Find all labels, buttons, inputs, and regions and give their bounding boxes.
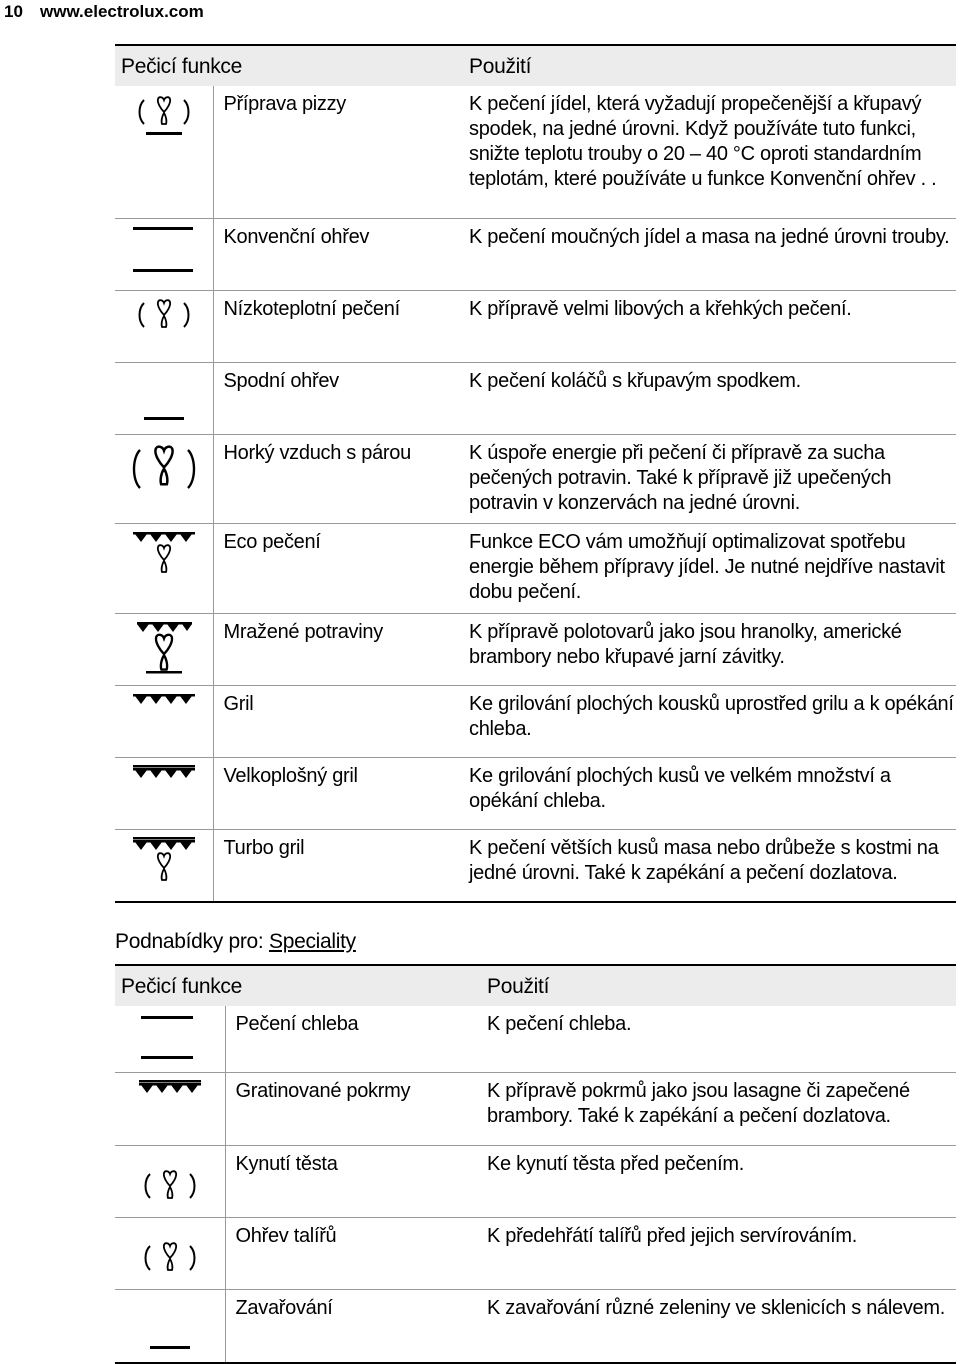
function-name: Eco pečení xyxy=(213,523,469,613)
table-row xyxy=(115,685,956,757)
table-row xyxy=(115,1072,956,1145)
bread-icon xyxy=(137,1012,203,1064)
frozen-icon xyxy=(131,620,197,674)
low-temp-icon xyxy=(134,297,194,343)
gratin-icon xyxy=(137,1079,203,1099)
table-row xyxy=(115,523,956,613)
page-header xyxy=(0,0,960,24)
function-name: Gratinované pokrmy xyxy=(225,1072,487,1145)
conventional-heat-icon xyxy=(131,225,197,277)
submenu-name: Speciality xyxy=(268,930,356,953)
table-row xyxy=(115,362,956,434)
function-use: K pečení koláčů s křupavým spodkem. xyxy=(469,362,956,434)
baking-functions-table xyxy=(115,44,956,903)
grill-icon xyxy=(131,692,197,712)
function-use: K pečení větších kusů masa nebo drůbeže s kostmi na jedné úrovni. Také k zapékání a pečení dozlatova. xyxy=(469,829,956,902)
function-name: Spodní ohřev xyxy=(213,362,469,434)
table-header-row xyxy=(115,45,956,86)
function-name: Zavařování xyxy=(225,1289,487,1363)
function-use: K přípravě pokrmů jako jsou lasagne či zapečené brambory. Také k zapékání a pečení dozlatova. xyxy=(487,1072,956,1145)
column-header-use: Použití xyxy=(469,45,956,86)
function-name: Ohřev talířů xyxy=(225,1217,487,1289)
function-use: K přípravě velmi libových a křehkých pečení. xyxy=(469,290,956,362)
table-row xyxy=(115,218,956,290)
function-name: Velkoplošný gril xyxy=(213,757,469,829)
table-row xyxy=(115,434,956,523)
function-use: K pečení chleba. xyxy=(487,1006,956,1072)
function-use: Ke grilování plochých kousků uprostřed grilu a k opékání chleba. xyxy=(469,685,956,757)
column-header-function: Pečicí funkce xyxy=(115,45,469,86)
submenu-prefix: Podnabídky pro: xyxy=(115,930,264,953)
table-header-row xyxy=(115,965,956,1006)
function-name: Turbo gril xyxy=(213,829,469,902)
function-name: Gril xyxy=(213,685,469,757)
function-name: Nízkoteplotní pečení xyxy=(213,290,469,362)
function-name: Pečení chleba xyxy=(225,1006,487,1072)
function-use: K pečení jídel, která vyžadují propečenější a křupavý spodek, na jedné úrovni. Když používáte tuto funkci, snižte teplotu trouby o 20 – 40 °C oproti standardním teplotám, které používáte u funkce Konvenční ohřev . . xyxy=(469,86,956,218)
function-name: Kynutí těsta xyxy=(225,1145,487,1217)
table-row xyxy=(115,1006,956,1072)
function-use: K úspoře energie při pečení či přípravě za sucha pečených potravin. Také k přípravě již upečených potravin v konzervách na jedné úrovni. xyxy=(469,434,956,523)
function-use: K zavařování různé zeleniny ve sklenicích s nálevem. xyxy=(487,1289,956,1363)
table-row xyxy=(115,1217,956,1289)
column-header-function: Pečicí funkce xyxy=(115,965,487,1006)
speciality-functions-table xyxy=(115,964,956,1364)
function-name: Příprava pizzy xyxy=(213,86,469,218)
steam-fan-icon xyxy=(129,441,199,501)
function-use: Funkce ECO vám umožňují optimalizovat spotřebu energie během přípravy jídel. Je nutné nejdříve nastavit dobu pečení. xyxy=(469,523,956,613)
function-name: Horký vzduch s párou xyxy=(213,434,469,523)
eco-icon xyxy=(131,530,197,582)
table-row xyxy=(115,290,956,362)
function-use: K pečení moučných jídel a masa na jedné úrovni trouby. xyxy=(469,218,956,290)
table-row xyxy=(115,1145,956,1217)
table-row xyxy=(115,757,956,829)
dough-icon xyxy=(140,1152,200,1208)
table-row xyxy=(115,86,956,218)
site-url: www.electrolux.com xyxy=(40,2,204,21)
page-number: 10 xyxy=(4,2,23,21)
preserve-icon xyxy=(145,1296,195,1356)
column-header-use: Použití xyxy=(487,965,956,1006)
function-use: K předehřátí talířů před jejich servírováním. xyxy=(487,1217,956,1289)
turbo-grill-icon xyxy=(131,836,197,888)
submenu-title xyxy=(115,930,356,954)
plate-warm-icon xyxy=(140,1224,200,1280)
bottom-heat-icon xyxy=(139,369,189,429)
function-use: K přípravě polotovarů jako jsou hranolky, americké brambory nebo křupavé jarní závitky. xyxy=(469,613,956,685)
full-grill-icon xyxy=(131,764,197,788)
function-name: Mražené potraviny xyxy=(213,613,469,685)
table-row xyxy=(115,1289,956,1363)
function-name: Konvenční ohřev xyxy=(213,218,469,290)
table-row xyxy=(115,829,956,902)
pizza-icon xyxy=(134,92,194,138)
function-use: Ke kynutí těsta před pečením. xyxy=(487,1145,956,1217)
function-use: Ke grilování plochých kusů ve velkém množství a opékání chleba. xyxy=(469,757,956,829)
table-row xyxy=(115,613,956,685)
